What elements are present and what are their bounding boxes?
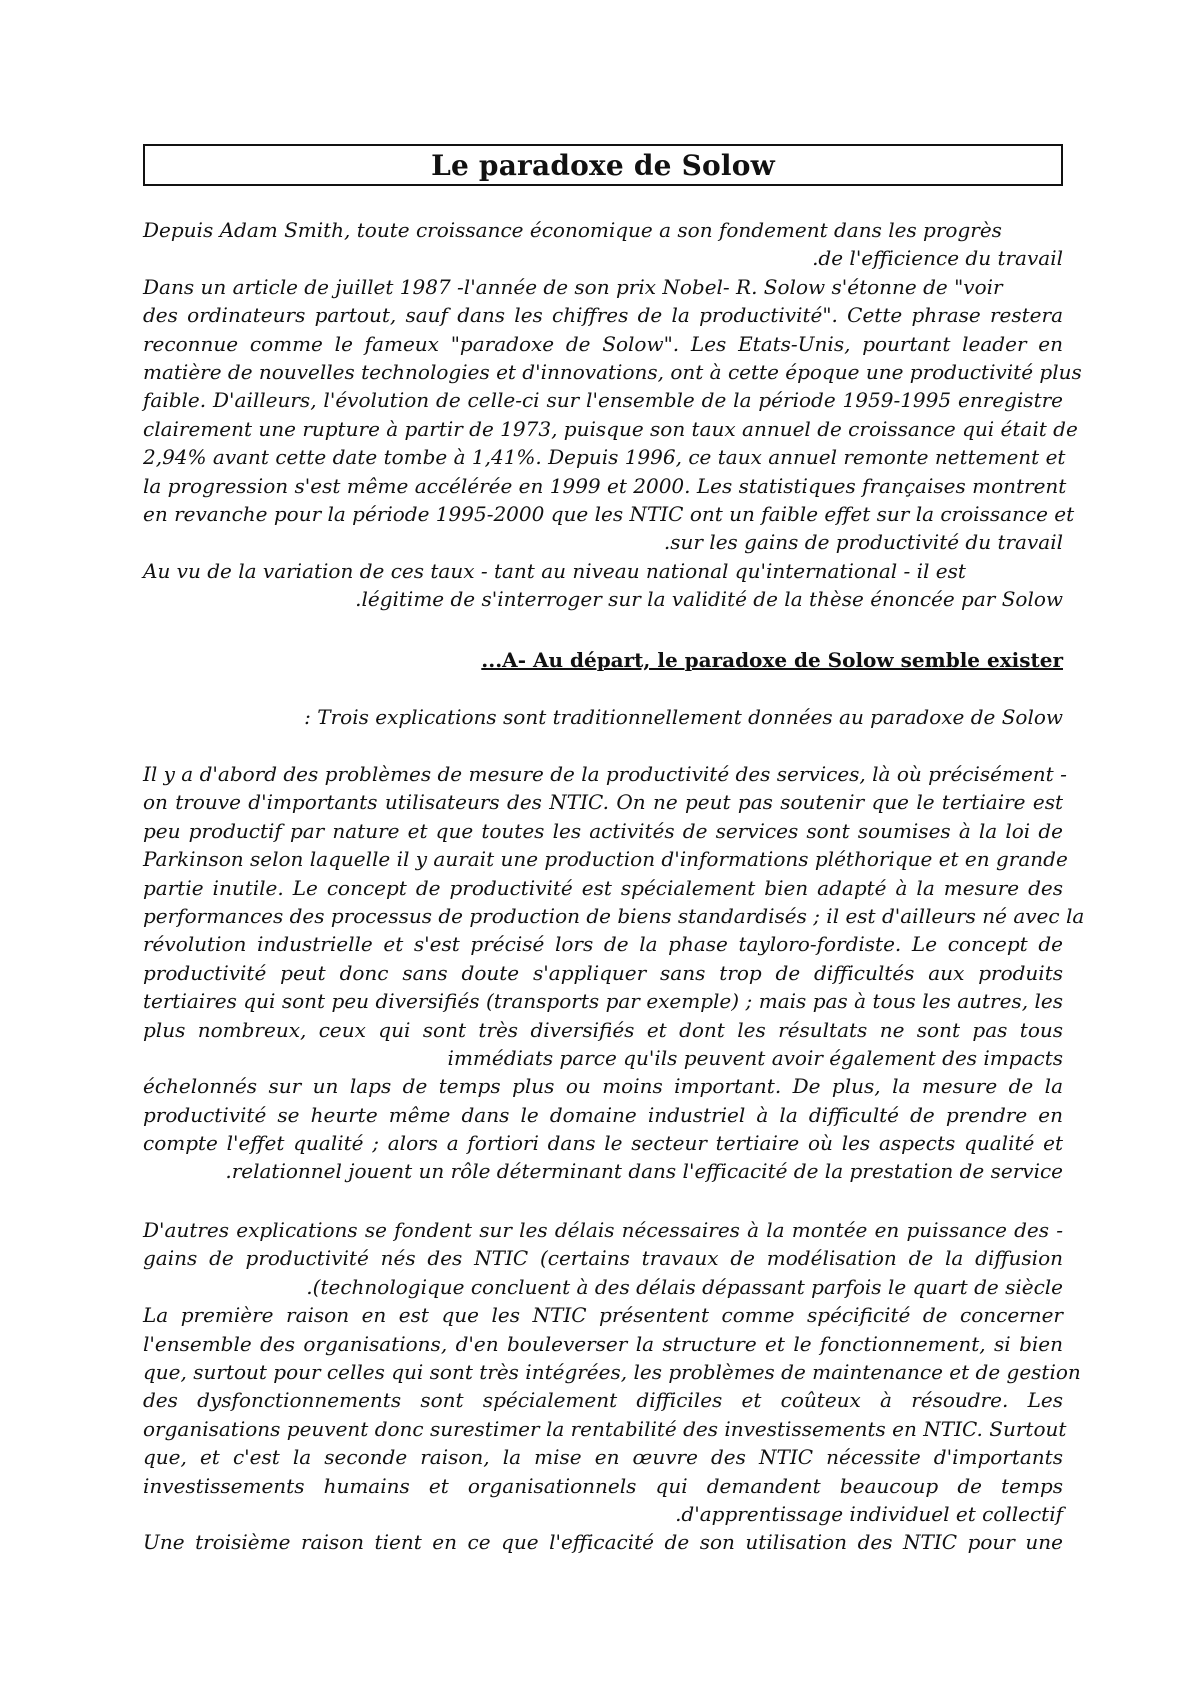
text-line: La première raison en est que les NTIC présentent comme spécificité de concerner (143, 1303, 1063, 1328)
text-line: .(technologique concluent à des délais dépassant parfois le quart de siècle (306, 1274, 1063, 1299)
section-measurement-problems (143, 760, 1085, 1186)
text-line: que, surtout pour celles qui sont très intégrées, les problèmes de maintenance et de gestion (143, 1359, 1081, 1384)
text-line: Au vu de la variation de ces taux - tant au niveau national qu'international - il est (143, 558, 966, 583)
text-line: échelonnés sur un laps de temps plus ou moins important. De plus, la mesure de la (143, 1074, 1063, 1099)
text-line: productivité peut donc sans doute s'appliquer sans trop de difficultés aux produits (143, 960, 1063, 985)
text-line: Dans un article de juillet 1987 -l'année de son prix Nobel- R. Solow s'étonne de "voir (143, 274, 1003, 299)
text-line: reconnue comme le fameux "paradoxe de Solow". Les Etats-Unis, pourtant leader en (143, 331, 1063, 356)
text-line: on trouve d'importants utilisateurs des NTIC. On ne peut pas soutenir que le tertiaire est (143, 790, 1063, 815)
text-line: gains de productivité nés des NTIC (certains travaux de modélisation de la diffusion (143, 1246, 1063, 1271)
text-line: immédiats parce qu'ils peuvent avoir également des impacts (447, 1045, 1063, 1070)
text-line: en revanche pour la période 1995-2000 que les NTIC ont un faible effet sur la croissance et (143, 501, 1075, 526)
text-line: 2,94% avant cette date tombe à 1,41%. Depuis 1996, ce taux annuel remonte nettement et (143, 445, 1066, 470)
text-line: des ordinateurs partout, sauf dans les chiffres de la productivité". Cette phrase restera (143, 303, 1063, 328)
text-line: .légitime de s'interroger sur la validité de la thèse énoncée par Solow (355, 587, 1063, 612)
text-line: Depuis Adam Smith, toute croissance économique a son fondement dans les progrès (143, 218, 1002, 242)
text-line: plus nombreux, ceux qui sont très diversifiés et dont les résultats ne sont pas tous (143, 1017, 1063, 1042)
text-line: .sur les gains de productivité du travail (663, 530, 1063, 555)
text-line: .d'apprentissage individuel et collectif (675, 1501, 1063, 1526)
text-line: peu productif par nature et que toutes les activités de services sont soumises à la loi de (143, 818, 1063, 843)
text-line: tertiaires qui sont peu diversifiés (transports par exemple) ; mais pas à tous les autres, les (143, 989, 1063, 1014)
text-line: que, et c'est la seconde raison, la mise en œuvre des NTIC nécessite d'importants (143, 1445, 1063, 1470)
text-line: l'ensemble des organisations, d'en bouleverser la structure et le fonctionnement, si bien (143, 1331, 1063, 1356)
text-line: D'autres explications se fondent sur les délais nécessaires à la montée en puissance des - (143, 1218, 1063, 1242)
title-box (143, 144, 1063, 186)
section-delays (143, 1216, 1081, 1557)
page-title: Le paradoxe de Solow (431, 148, 775, 182)
text-line: performances des processus de production de biens standardisés ; il est d'ailleurs né avec la (143, 903, 1085, 928)
text-line: Il y a d'abord des problèmes de mesure de la productivité des services, là où précisément - (143, 762, 1067, 786)
text-line: des dysfonctionnements sont spécialement difficiles et coûteux à résoudre. Les (143, 1388, 1063, 1413)
section-intro (143, 216, 1082, 613)
text-line: partie inutile. Le concept de productivité est spécialement bien adapté à la mesure des (143, 875, 1063, 900)
text-line: matière de nouvelles technologies et d'innovations, ont à cette époque une productivité plus (143, 359, 1082, 384)
text-line: faible. D'ailleurs, l'évolution de celle-ci sur l'ensemble de la période 1959-1995 enregistre (143, 388, 1063, 413)
section-a-intro: : Trois explications sont traditionnellement données au paradoxe de Solow (304, 705, 1063, 729)
text-line: Une troisième raison tient en ce que l'efficacité de son utilisation des NTIC pour une (143, 1530, 1063, 1555)
text-line: compte l'effet qualité ; alors a fortiori dans le secteur tertiaire où les aspects qualité et (143, 1131, 1063, 1156)
text-line: la progression s'est même accélérée en 1999 et 2000. Les statistiques françaises montrent (143, 473, 1067, 498)
text-line: révolution industrielle et s'est précisé lors de la phase tayloro-fordiste. Le concept de (143, 932, 1063, 957)
text-line: .de l'efficience du travail (812, 246, 1063, 271)
text-line: productivité se heurte même dans le domaine industriel à la difficulté de prendre en (143, 1102, 1063, 1127)
text-line: organisations peuvent donc surestimer la rentabilité des investissements en NTIC. Surtout (143, 1416, 1067, 1441)
section-heading-a: ...A- Au départ, le paradoxe de Solow semble exister (481, 648, 1063, 672)
text-line: Parkinson selon laquelle il y aurait une production d'informations pléthorique et en grande (143, 847, 1068, 872)
text-line: .relationnel jouent un rôle déterminant dans l'efficacité de la prestation de service (225, 1159, 1063, 1184)
text-line: clairement une rupture à partir de 1973, puisque son taux annuel de croissance qui était de (143, 416, 1078, 441)
text-line: investissements humains et organisationnels qui demandent beaucoup de temps (143, 1473, 1063, 1498)
